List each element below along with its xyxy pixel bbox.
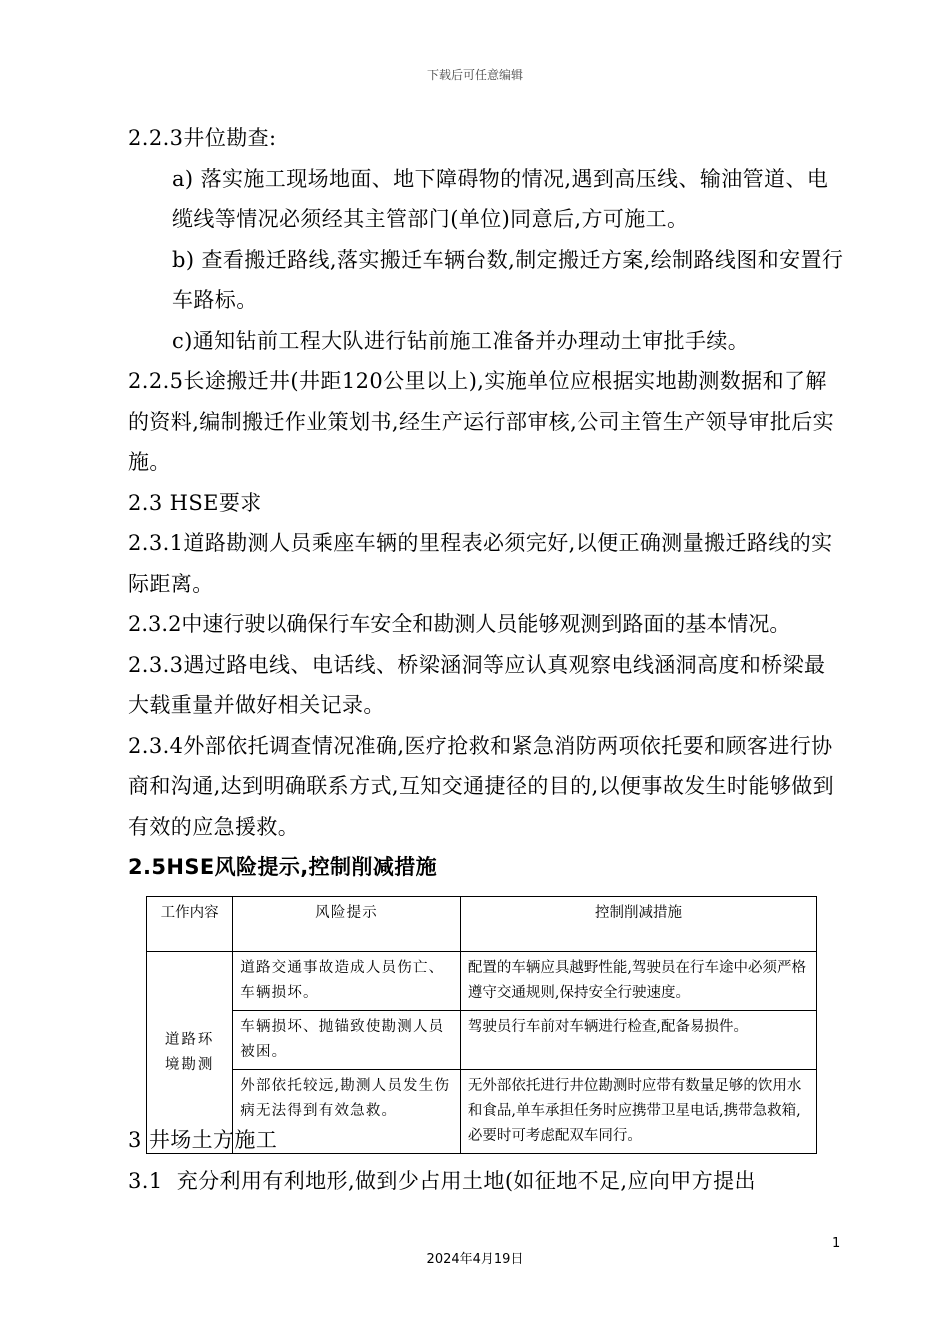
section-2-3-1: 2.3.1道路勘测人员乘座车辆的里程表必须完好,以便正确测量搬迁路线的实际距离。: [128, 531, 833, 596]
body-text: [128, 118, 844, 888]
paragraph-c: c)通知钻前工程大队进行钻前施工准备并办理动土审批手续。: [172, 328, 750, 353]
page-number: 1: [832, 1236, 841, 1251]
section-2-3-heading: 2.3 HSE要求: [128, 490, 262, 515]
table-header-row: [147, 897, 817, 952]
table-row: [147, 1011, 817, 1070]
measure-cell: 无外部依托进行井位勘测时应带有数量足够的饮用水和食品,单车承担任务时应携带卫星电话,携带急救箱,必要时可考虑配双车同行。: [460, 1070, 816, 1154]
section-2-5-heading: 2.5HSE风险提示,控制削减措施: [128, 855, 438, 879]
section-3-1: 3.1 充分利用有利地形,做到少占用土地(如征地不足,应向甲方提出: [128, 1168, 756, 1193]
header-note: 下载后可任意编辑: [426, 68, 523, 82]
paragraph-a: a) 落实施工现场地面、地下障碍物的情况,遇到高压线、输油管道、电缆线等情况必须经其主管部门(单位)同意后,方可施工。: [172, 166, 829, 231]
section-2-2-3-heading: 2.2.3井位勘查:: [128, 126, 277, 150]
body-text-continued: [128, 1120, 844, 1201]
paragraph-b: b) 查看搬迁路线,落实搬迁车辆台数,制定搬迁方案,绘制路线图和安置行车路标。: [172, 247, 844, 312]
footer-date: 2024年4月19日: [426, 1252, 524, 1267]
risk-cell: 道路交通事故造成人员伤亡、车辆损坏。: [233, 952, 461, 1011]
measure-cell: 驾驶员行车前对车辆进行检查,配备易损件。: [460, 1011, 816, 1070]
risk-cell: 外部依托较远,勘测人员发生伤病无法得到有效急救。: [233, 1070, 461, 1154]
section-2-3-3: 2.3.3遇过路电线、电话线、桥梁涵洞等应认真观察电线涵洞高度和桥梁最大载重量并做好相关记录。: [128, 652, 826, 717]
header-work: 工作内容: [147, 897, 233, 952]
section-2-3-2: 2.3.2中速行驶以确保行车安全和勘测人员能够观测到路面的基本情况。: [128, 612, 791, 636]
section-2-2-5: 2.2.5长途搬迁井(井距120公里以上),实施单位应根据实地勘测数据和了解的资料,编制搬迁作业策划书,经生产运行部审核,公司主管生产领导审批后实施。: [128, 369, 835, 474]
header-measure: 控制削减措施: [460, 897, 816, 952]
measure-cell: 配置的车辆应具越野性能,驾驶员在行车途中必须严格遵守交通规则,保持安全行驶速度。: [460, 952, 816, 1011]
risk-cell: 车辆损坏、抛锚致使勘测人员被困。: [233, 1011, 461, 1070]
header-risk: 风险提示: [233, 897, 461, 952]
table-row: [147, 952, 817, 1011]
work-item-cell: 道路环境勘测: [147, 952, 233, 1154]
risk-table: [146, 896, 817, 1154]
section-2-3-4: 2.3.4外部依托调查情况准确,医疗抢救和紧急消防两项依托要和顾客进行协商和沟通,达到明确联系方式,互知交通捷径的目的,以便事故发生时能够做到有效的应急援救。: [128, 733, 835, 839]
section-3-heading: 3 井场土方施工: [128, 1128, 278, 1152]
